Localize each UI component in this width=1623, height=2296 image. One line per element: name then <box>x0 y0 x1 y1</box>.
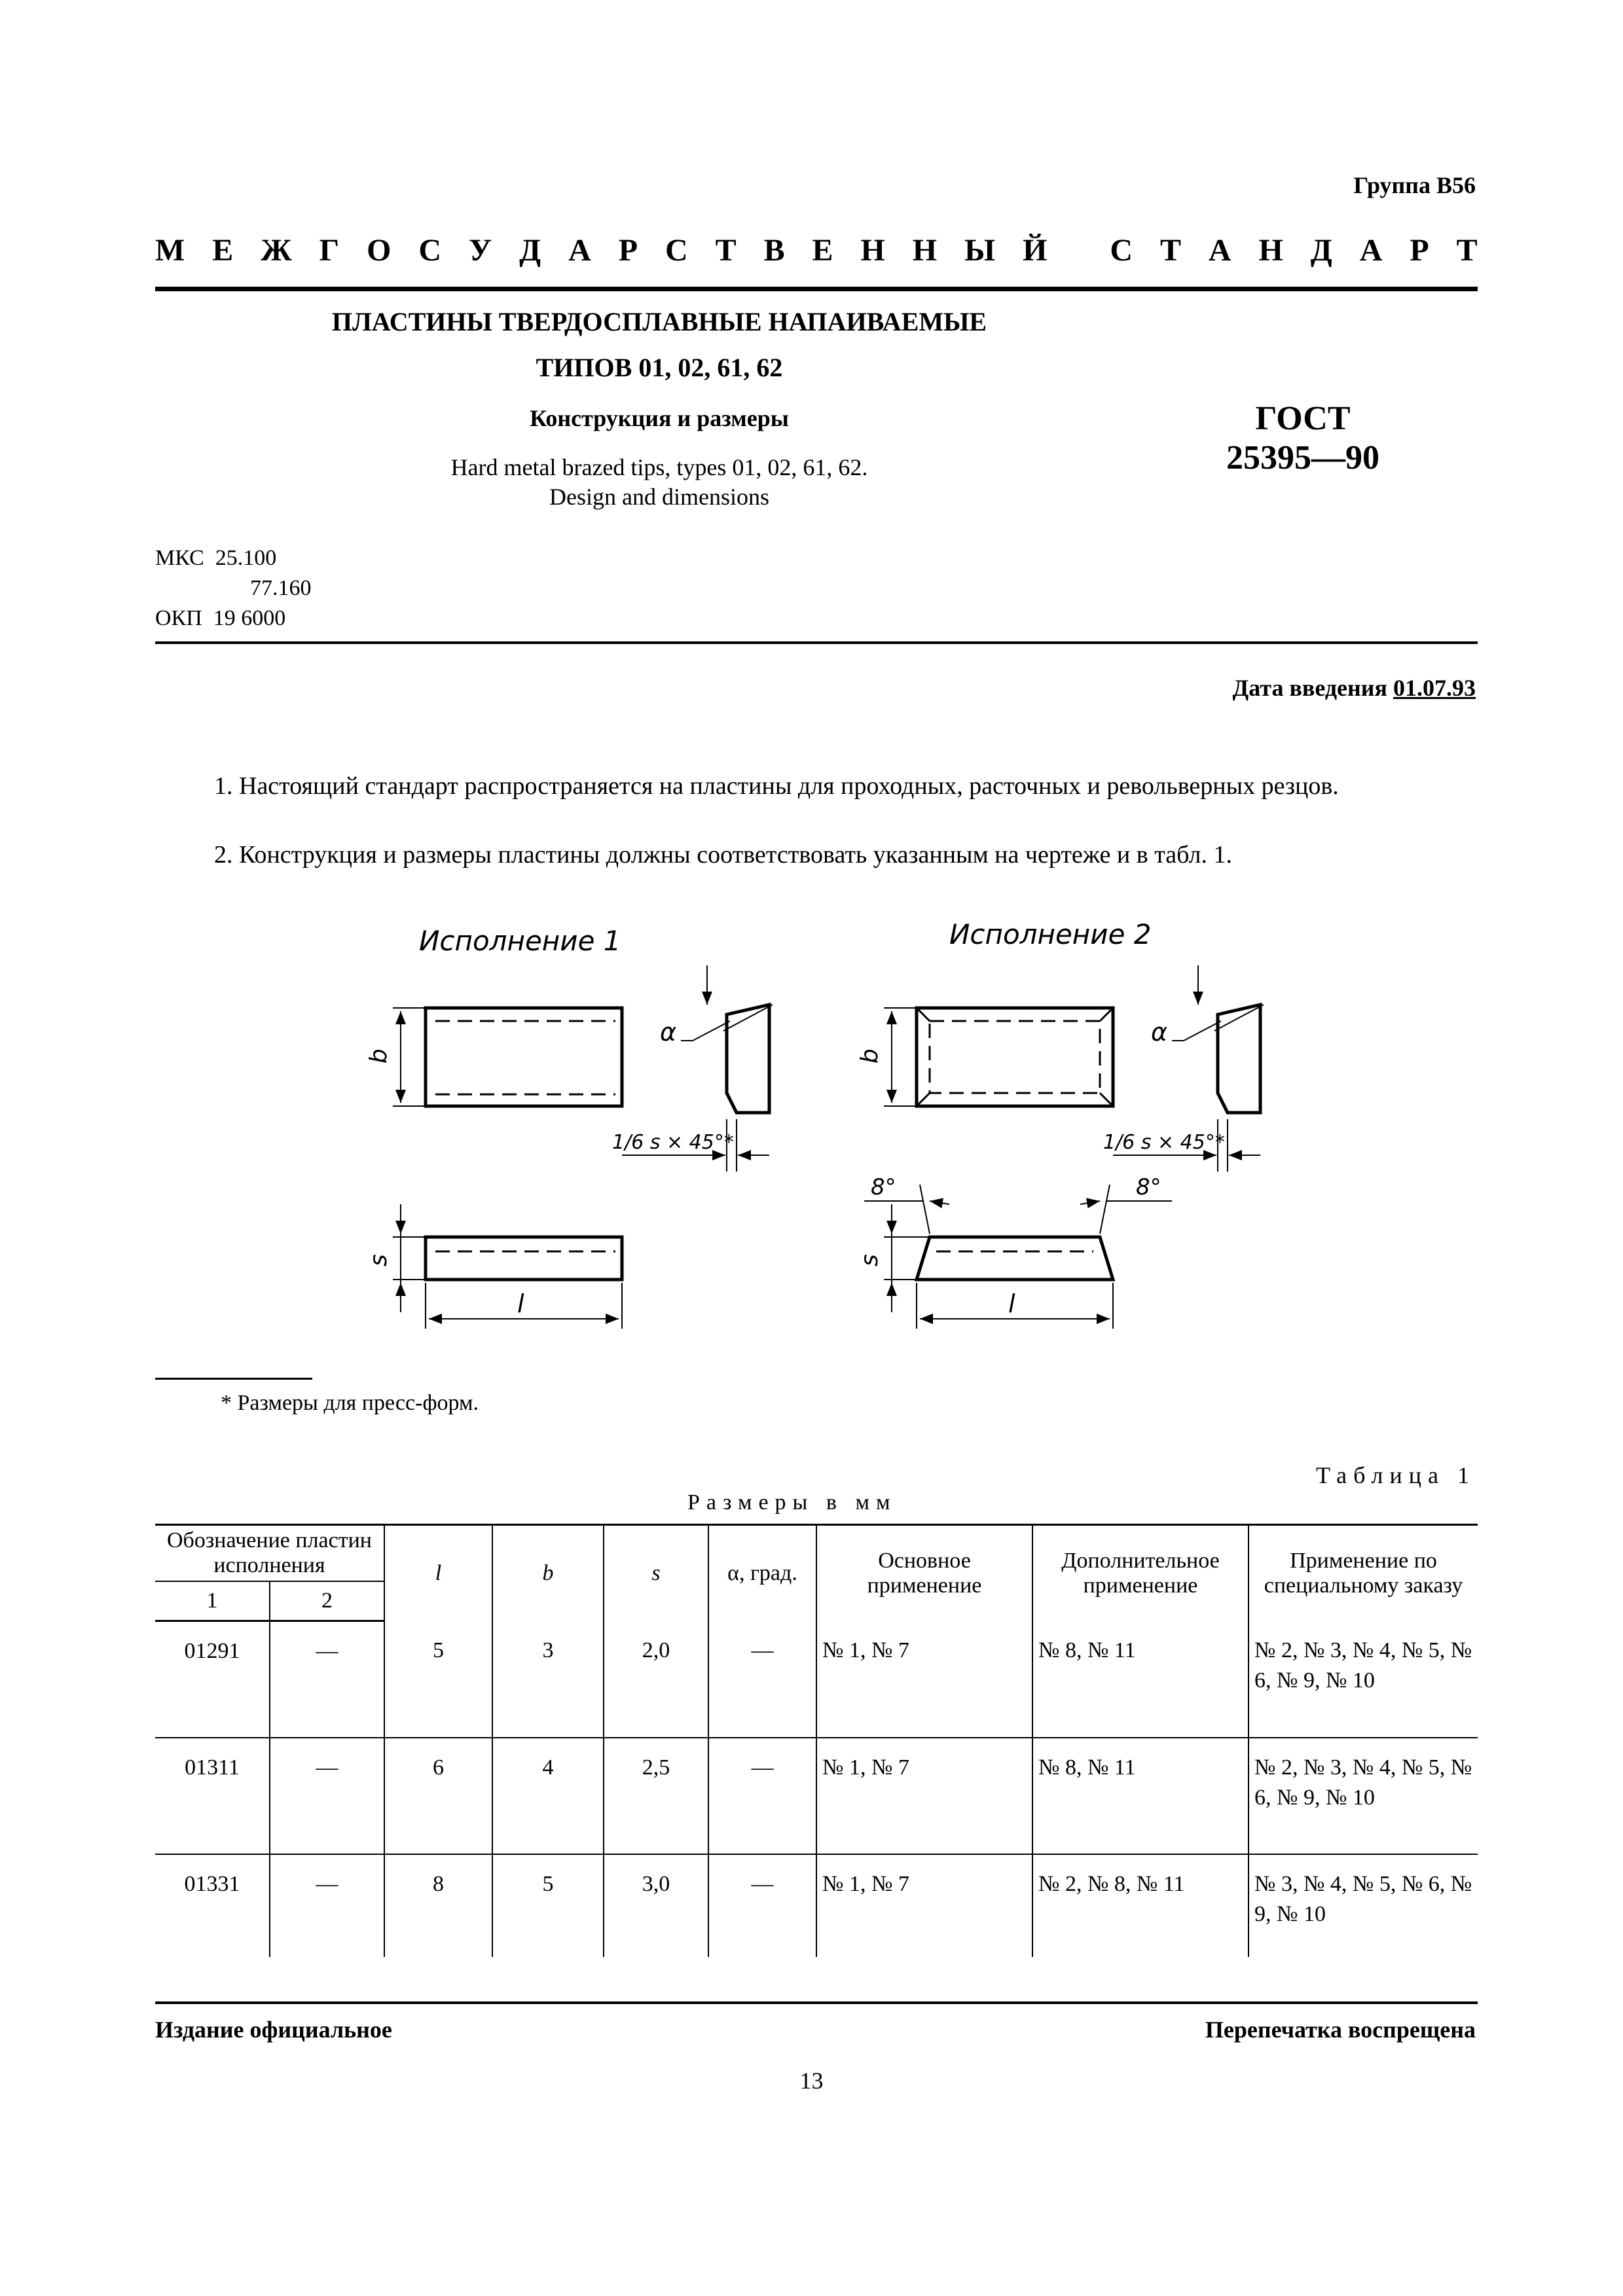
mks-label: МКС <box>155 546 204 570</box>
paragraph-2: 2. Конструкция и размеры пластины должны соответствовать указанным на чертеже и в табл. 1. <box>214 841 1232 869</box>
variant2-label: Исполнение 2 <box>949 918 1152 950</box>
banner-letter: В <box>763 233 785 268</box>
paragraph-1: 1. Настоящий стандарт распространяется на пластины для проходных, расточных и револьверных резцов. <box>214 772 1339 800</box>
standard-banner <box>155 232 1478 268</box>
mks-code-1: 25.100 <box>215 546 277 570</box>
intro-date-label: Дата введения <box>1232 675 1387 701</box>
variant1-side-profile <box>727 1005 769 1113</box>
cell-extra: № 2, № 8, № 11 <box>1032 1854 1249 1957</box>
banner-letter: Т <box>1159 233 1181 268</box>
cell-main: № 1, № 7 <box>816 1854 1032 1957</box>
banner-letter: Н <box>912 233 938 268</box>
cell-main: № 1, № 7 <box>816 1738 1032 1854</box>
english-title-2: Design and dimensions <box>549 484 769 510</box>
banner-letter: Р <box>1410 233 1429 268</box>
header-variant-1: 1 <box>155 1581 270 1621</box>
banner-letter: Р <box>618 233 638 268</box>
cell-v1: 01291 <box>155 1621 270 1738</box>
cell-b: 3 <box>492 1621 604 1738</box>
banner-letter: У <box>468 233 492 268</box>
table-caption: Таблица 1 <box>1316 1462 1476 1488</box>
chamfer-2: 1/6 s × 45°* <box>1103 1131 1225 1154</box>
variant1-label: Исполнение 1 <box>419 925 621 957</box>
chamfer-1: 1/6 s × 45°* <box>612 1131 734 1154</box>
header-b: b <box>492 1525 604 1621</box>
cell-special: № 3, № 4, № 5, № 6, № 9, № 10 <box>1249 1854 1478 1957</box>
cell-extra: № 8, № 11 <box>1032 1738 1249 1854</box>
footnote-rule <box>155 1378 312 1380</box>
subtitle: Конструкция и размеры <box>530 405 789 431</box>
alpha-2: α <box>1151 1018 1168 1047</box>
technical-drawing <box>0 903 1623 1361</box>
cell-s: 2,0 <box>604 1621 708 1738</box>
header-variant-2: 2 <box>270 1581 384 1621</box>
edition-note: Издание официальное <box>155 2017 392 2043</box>
banner-letter: М <box>155 233 185 268</box>
banner-letter: Д <box>519 233 541 268</box>
intro-date-value: 01.07.93 <box>1393 675 1476 701</box>
okp-label: ОКП <box>155 606 202 630</box>
cell-alpha: — <box>708 1738 816 1854</box>
alpha-1: α <box>660 1018 677 1047</box>
intro-date <box>1233 674 1476 702</box>
title-line-1: ПЛАСТИНЫ ТВЕРДОСПЛАВНЫЕ НАПАИВАЕМЫЕ <box>331 307 987 336</box>
banner-letter: Н <box>1258 233 1283 268</box>
variant2-front-view <box>917 1237 1113 1280</box>
cell-l: 6 <box>384 1738 492 1854</box>
gost-code: 25395—90 <box>1226 439 1379 476</box>
cell-v2: — <box>270 1621 384 1738</box>
dimensions-table <box>155 1524 1478 1957</box>
cell-special: № 2, № 3, № 4, № 5, № 6, № 9, № 10 <box>1249 1738 1478 1854</box>
header-designation: Обозначение пластин исполнения <box>155 1525 384 1582</box>
cell-l: 8 <box>384 1854 492 1957</box>
gost-label: ГОСТ <box>1255 400 1351 437</box>
banner-letter: Ж <box>261 233 292 268</box>
banner-letter: А <box>1359 233 1383 268</box>
table-row <box>155 1738 1478 1854</box>
table-units: Размеры в мм <box>687 1490 897 1515</box>
banner-letter: Ы <box>964 233 996 268</box>
angle-right: 8° <box>1136 1174 1161 1200</box>
banner-letter: Д <box>1310 233 1332 268</box>
banner-letter: С <box>665 233 688 268</box>
cell-main: № 1, № 7 <box>816 1621 1032 1738</box>
dim-s-1: s <box>365 1254 392 1266</box>
mks-code-2: 77.160 <box>250 576 312 600</box>
variant1-front-view <box>426 1237 622 1280</box>
title-line-2: ТИПОВ 01, 02, 61, 62 <box>536 353 783 382</box>
cell-alpha: — <box>708 1854 816 1957</box>
cell-v1: 01331 <box>155 1854 270 1957</box>
banner-letter: А <box>568 233 591 268</box>
header-rule <box>155 287 1478 291</box>
banner-letter: Н <box>860 233 885 268</box>
banner-letter: Е <box>212 233 234 268</box>
cell-v1: 01311 <box>155 1738 270 1854</box>
variant1-plan-view <box>426 1008 622 1106</box>
banner-letter: С <box>418 233 442 268</box>
banner-letter: Й <box>1023 233 1048 268</box>
variant2-plan-view <box>917 1008 1113 1106</box>
page-number: 13 <box>799 2068 824 2094</box>
cell-special: № 2, № 3, № 4, № 5, № 6, № 9, № 10 <box>1249 1621 1478 1738</box>
dim-b-2: b <box>856 1049 883 1064</box>
dim-s-2: s <box>856 1254 883 1266</box>
cell-s: 3,0 <box>604 1854 708 1957</box>
reprint-note: Перепечатка воспрещена <box>1205 2017 1476 2043</box>
cell-alpha: — <box>708 1621 816 1738</box>
cell-b: 5 <box>492 1854 604 1957</box>
table-row <box>155 1854 1478 1957</box>
group-code: Группа В56 <box>1353 172 1476 198</box>
header-l: l <box>384 1525 492 1621</box>
cell-s: 2,5 <box>604 1738 708 1854</box>
header-main: Основное применение <box>816 1525 1032 1621</box>
cell-v2: — <box>270 1854 384 1957</box>
dim-b-1: b <box>365 1049 392 1064</box>
banner-letter: О <box>367 233 392 268</box>
banner-letter: А <box>1208 233 1231 268</box>
classification-block <box>155 543 312 634</box>
banner-letter: Е <box>812 233 833 268</box>
variant2-side-profile <box>1218 1005 1260 1113</box>
banner-letter <box>1074 232 1082 268</box>
cell-l: 5 <box>384 1621 492 1738</box>
dim-l-2: l <box>1008 1289 1015 1318</box>
header-s: s <box>604 1525 708 1621</box>
okp-code: 19 6000 <box>213 606 286 630</box>
header-extra: Дополнительное применение <box>1032 1525 1249 1621</box>
cell-extra: № 8, № 11 <box>1032 1621 1249 1738</box>
header-alpha: α, град. <box>708 1525 816 1621</box>
table-row <box>155 1621 1478 1738</box>
banner-letter: Т <box>715 233 737 268</box>
gost-number <box>1165 399 1440 478</box>
footer-rule <box>155 2001 1478 2004</box>
cell-b: 4 <box>492 1738 604 1854</box>
english-title-1: Hard metal brazed tips, types 01, 02, 61, 62. <box>450 454 868 480</box>
footnote: * Размеры для пресс-форм. <box>221 1391 479 1415</box>
dim-l-1: l <box>517 1289 524 1318</box>
cell-v2: — <box>270 1738 384 1854</box>
classification-rule <box>155 641 1478 644</box>
banner-letter: Г <box>319 233 340 268</box>
header-special: Применение по специальному заказу <box>1249 1525 1478 1621</box>
angle-left: 8° <box>871 1174 896 1200</box>
banner-letter: Т <box>1456 233 1478 268</box>
banner-letter: С <box>1110 233 1133 268</box>
